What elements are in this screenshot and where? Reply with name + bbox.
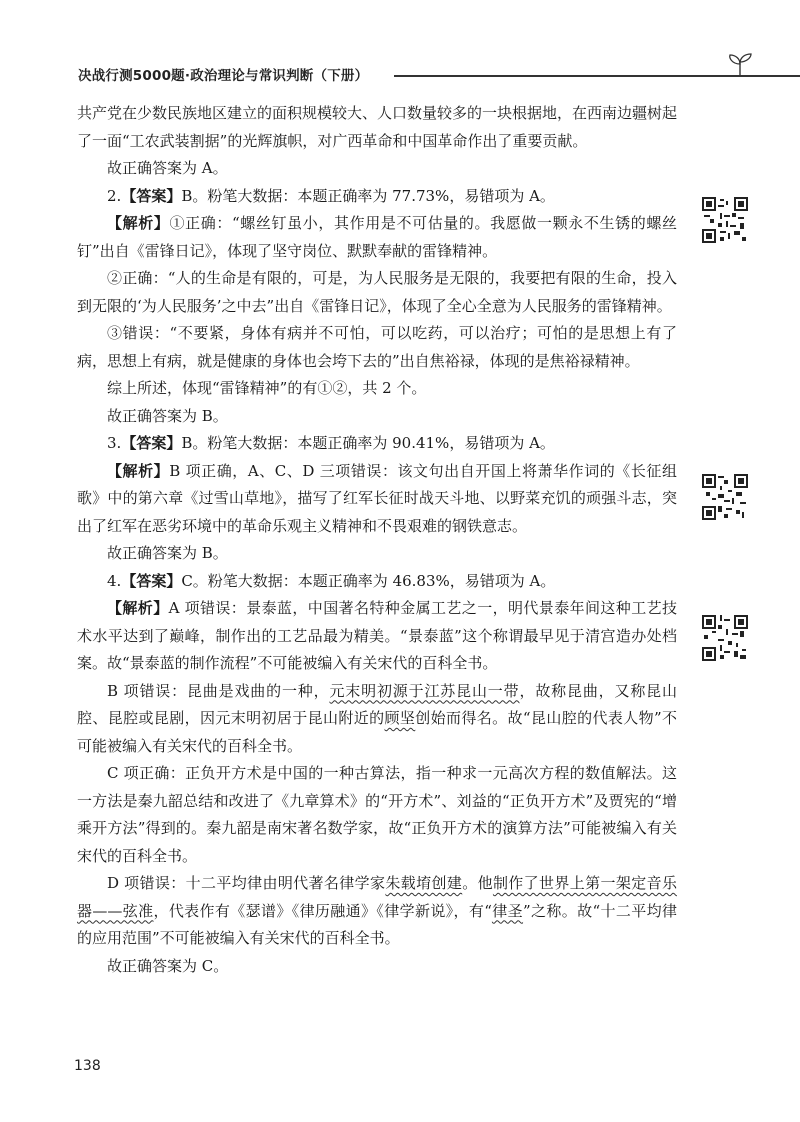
q2-answer-text: B。粉笔大数据：本题正确率为 77.73%，易错项为 A。: [181, 186, 555, 205]
q2-analysis-1-text: ①正确：“螺丝钉虽小，其作用是不可估量的。我愿做一颗永不生锈的螺丝钉”出自《雷锋日记》，体现了坚守岗位、默默奉献的雷锋精神。: [77, 214, 677, 260]
intro-conclusion: 故正确答案为 A。: [107, 159, 228, 177]
q3-analysis-tag: 【解析】: [107, 461, 170, 480]
q3-conclusion: 故正确答案为 B。: [107, 544, 228, 562]
q2-conclusion: 故正确答案为 B。: [107, 406, 228, 425]
q3-number: 3.: [107, 434, 122, 452]
q4-b-text-1: B 项错误：昆曲是戏曲的一种，: [107, 681, 330, 700]
q4-number: 4.: [107, 571, 122, 590]
q4-b-text-3: 创始而得名。故“昆山腔的代表人物”不可能被编入有关宋代的百科全书。: [77, 709, 677, 755]
q4-d-emphasis-1: 朱载堉创建: [385, 874, 463, 892]
q4-d-text-2: 。他: [462, 874, 493, 892]
q4-b-emphasis-2: 顾坚: [384, 709, 416, 727]
q2-number: 2.: [107, 186, 122, 205]
running-header: [78, 62, 754, 88]
q4-d-text-3: ，代表作有《瑟谱》《律历融通》《律学新说》，有“: [153, 901, 492, 920]
q3-analysis-text: B 项正确，A、C、D 三项错误：该文句出自开国上将萧华作词的《长征组歌》中的第六章《过雪山草地》，描写了红军长征时战天斗地、以野菜充饥的顽强斗志，突出了红军在恶劣环境中的革命乐观主义精神和不畏艰难的钢铁意志。: [77, 461, 677, 535]
q2-analysis-3: ③错误：“不要紧，身体有病并不可怕，可以吃药，可以治疗；可怕的是思想上有了病，思想上有病，就是健康的身体也会垮下去的”出自焦裕禄，体现的是焦裕禄精神。: [77, 324, 677, 370]
qr-code-q4[interactable]: [700, 613, 750, 663]
q4-analysis-d: [77, 870, 677, 953]
q3-analysis: [77, 458, 677, 541]
q2-analysis-1: [77, 210, 677, 265]
intro-paragraph: 共产党在少数民族地区建立的面积规模较大、人口数量较多的一块根据地，在西南边疆树起了一面“工农武装割据”的光辉旗帜，对广西革命和中国革命作出了重要贡献。: [77, 104, 678, 150]
q3-answer: [77, 430, 677, 458]
sprout-icon: [726, 52, 756, 78]
q4-analysis-b: [77, 678, 677, 761]
q2-summary: 综上所述，体现“雷锋精神”的有①②，共 2 个。: [107, 379, 427, 397]
q4-d-text-1: D 项错误：十二平均律由明代著名律学家: [107, 874, 386, 892]
qr-code-q3[interactable]: [700, 472, 750, 522]
book-title: 决战行测5000题·政治理论与常识判断（下册）: [78, 68, 369, 84]
q4-d-emphasis-2: 制作了世界上第一架定音乐器——弦准: [77, 874, 677, 920]
q4-d-text-4: ”之称。故“十二平均律的应用范围”不可能被编入有关宋代的百科全书。: [77, 901, 677, 947]
q3-answer-text: B。粉笔大数据：本题正确率为 90.41%，易错项为 A。: [181, 434, 555, 452]
q4-conclusion: 故正确答案为 C。: [107, 956, 229, 975]
q4-answer-text: C。粉笔大数据：本题正确率为 46.83%，易错项为 A。: [181, 571, 556, 590]
page-content: [77, 100, 677, 980]
q4-answer: [77, 568, 677, 596]
q2-analysis-2: ②正确：“人的生命是有限的，可是，为人民服务是无限的，我要把有限的生命，投入到无限的‘为人民服务’之中去”出自《雷锋日记》，体现了全心全意为人民服务的雷锋精神。: [77, 269, 677, 315]
q4-analysis-a-text: A 项错误：景泰蓝，中国著名特种金属工艺之一，明代景泰年间这种工艺技术水平达到了巅峰，制作出的工艺品最为精美。“景泰蓝”这个称谓最早见于清宫造办处档案。故“景泰蓝的制作流程”不可能被编入有关宋代的百科全书。: [77, 599, 677, 672]
q4-b-text-2: ，故称昆曲，又称昆山腔、昆腔或昆剧，因元末明初居于昆山附近的: [77, 681, 677, 727]
q2-answer: [77, 183, 677, 211]
page-number: 138: [74, 1058, 101, 1074]
q2-analysis-tag: 【解析】: [107, 214, 170, 232]
q4-analysis-a: [77, 595, 677, 678]
q4-b-emphasis-1: 元末明初源于江苏昆山一带: [329, 681, 520, 700]
q4-answer-tag: 【答案】: [121, 571, 182, 590]
q3-answer-tag: 【答案】: [121, 434, 182, 452]
q4-analysis-c: C 项正确：正负开方术是中国的一种古算法，指一种求一元高次方程的数值解法。这一方法是秦九韶总结和改进了《九章算术》的“开方术”、刘益的“正负开方术”及贾宪的“增乘开方法”得到的。秦九韶是南宋著名数学家，故“正负开方术的演算方法”可能被编入有关宋代的百科全书。: [77, 764, 677, 865]
q4-d-emphasis-3: 律圣: [491, 901, 524, 920]
q2-answer-tag: 【答案】: [121, 186, 182, 205]
qr-code-q2[interactable]: [700, 195, 750, 245]
q4-analysis-tag: 【解析】: [107, 599, 169, 617]
